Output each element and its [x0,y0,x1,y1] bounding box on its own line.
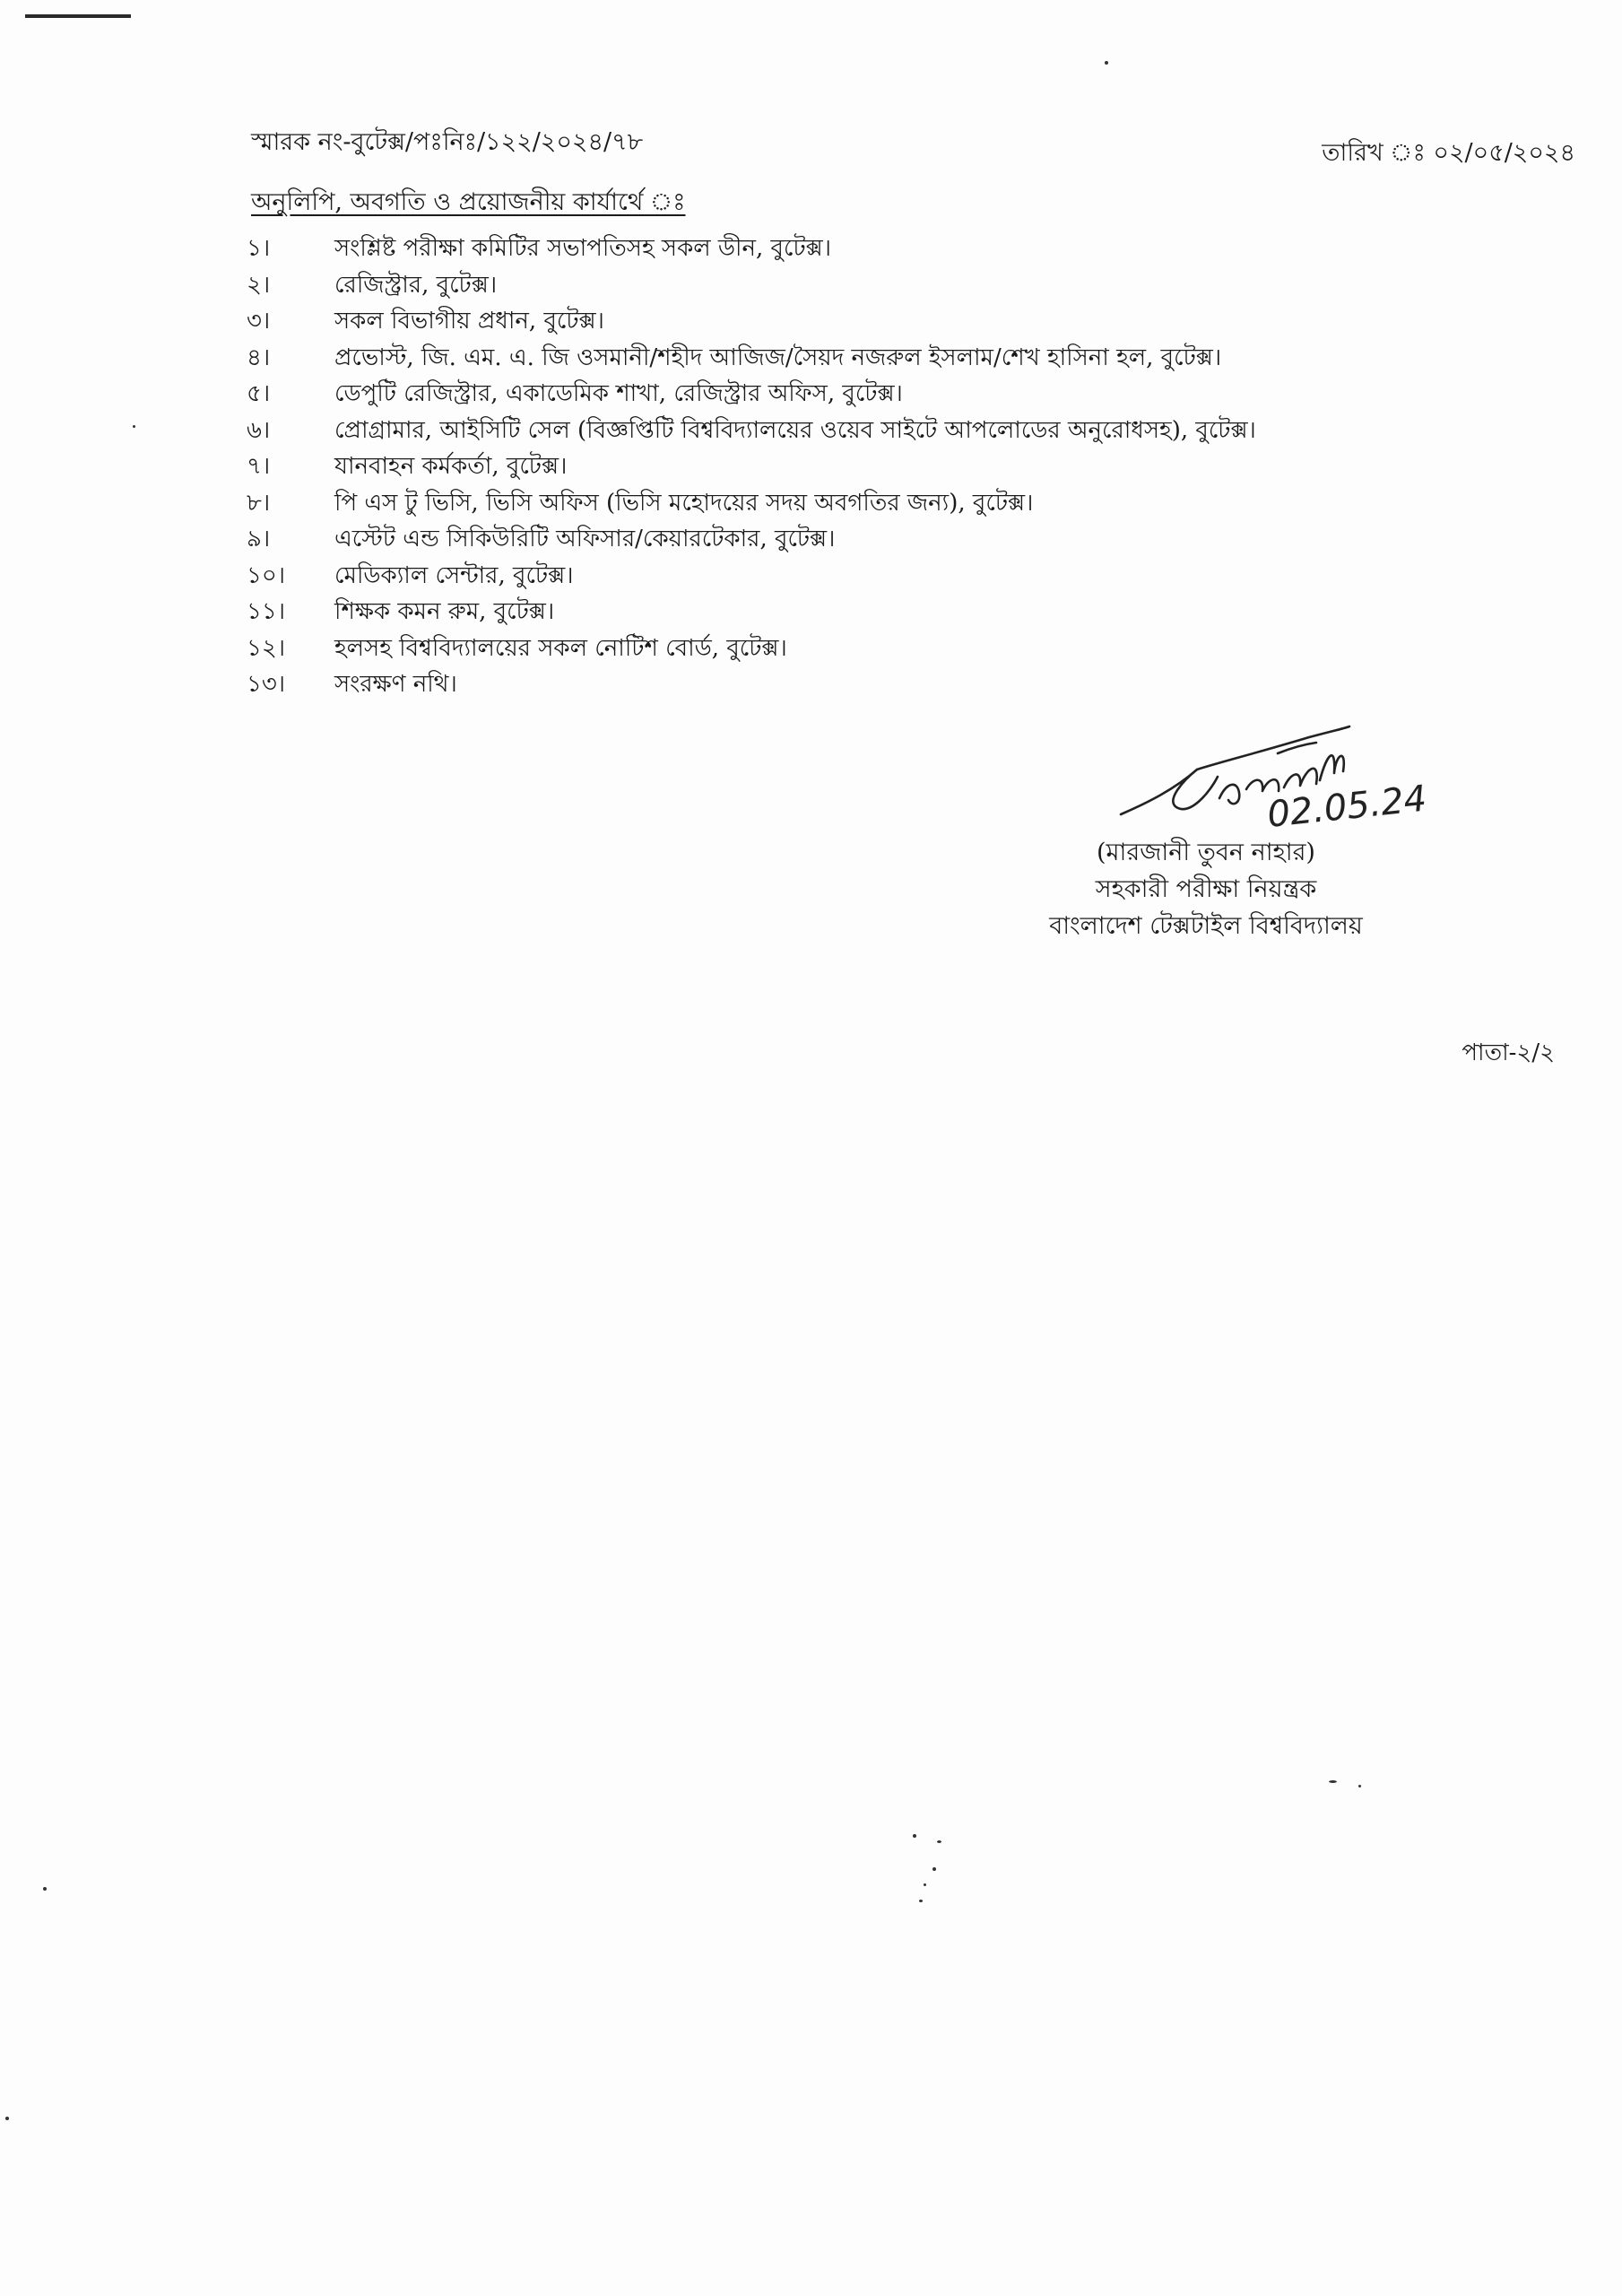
list-item-text: প্রোগ্রামার, আইসিটি সেল (বিজ্ঞপ্তিটি বিশ্ববিদ্যালয়ের ওয়েব সাইটে আপলোডের অনুরোধসহ), বুটেক্স। [334,416,1256,444]
list-item-number: ৯। [247,526,271,553]
list-item [247,595,1256,631]
list-item [247,268,1256,305]
list-item [247,559,1256,596]
signature-scribble-icon [1112,718,1435,839]
list-item-text: সংরক্ষণ নথি। [334,671,457,699]
list-item-number: ১। [247,235,271,263]
list-item-number: ৪। [247,344,271,371]
list-item-text: এস্টেট এন্ড সিকিউরিটি অফিসার/কেয়ারটেকার, বুটেক্স। [334,526,836,553]
list-item [247,413,1256,450]
list-item-text: প্রভোস্ট, জি. এম. এ. জি ওসমানী/শহীদ আজিজ/সৈয়দ নজরুল ইসলাম/শেখ হাসিনা হল, বুটেক্স। [334,344,1222,371]
signature-date: 02.05.24 [1265,778,1429,836]
scan-speck [1358,1785,1361,1787]
memo-date: তারিখ ঃ ০২/০৫/২০২৪ [1322,139,1575,167]
list-item-text: মেডিক্যাল সেন্টার, বুটেক্স। [334,561,574,589]
list-item [247,667,1256,704]
scan-speck [937,1840,941,1843]
list-item [247,631,1256,668]
signatory-name: (মারজানী তুবন নাহার) [1097,839,1315,866]
list-item [247,341,1256,378]
list-item [247,522,1256,559]
list-item-number: ৫। [247,380,271,408]
list-item-number: ১৩। [247,671,286,699]
copy-heading: অনুলিপি, অবগতি ও প্রয়োজনীয় কার্যার্থে ঃ [251,188,686,216]
scan-speck [919,1900,923,1902]
signature-block [1022,718,1444,951]
signatory-details [1022,834,1390,944]
list-item [247,486,1256,523]
list-item-number: ৩। [247,308,271,335]
list-item-text: পি এস টু ভিসি, ভিসি অফিস (ভিসি মহোদয়ের সদয় অবগতির জন্য), বুটেক্স। [334,489,1034,517]
scan-speck [43,1887,47,1891]
list-item-text: হলসহ বিশ্ববিদ্যালয়ের সকল নোটিশ বোর্ড, বুটেক্স। [334,634,787,662]
handwritten-signature [1112,718,1435,839]
memo-number: স্মারক নং-বুটেক্স/পঃনিঃ/১২২/২০২৪/৭৮ [251,128,644,156]
list-item-number: ৭। [247,453,271,481]
scan-speck [932,1867,936,1871]
list-item [247,449,1256,486]
signatory-institution: বাংলাদেশ টেক্সটাইল বিশ্ববিদ্যালয় [1049,912,1363,940]
list-item-text: ডেপুটি রেজিস্ট্রার, একাডেমিক শাখা, রেজিস্ট্রার অফিস, বুটেক্স। [334,380,903,408]
list-item [247,304,1256,341]
list-item-text: শিক্ষক কমন রুম, বুটেক্স। [334,598,555,626]
list-item-text: যানবাহন কর্মকর্তা, বুটেক্স। [334,453,568,481]
list-item [247,377,1256,413]
distribution-list [247,231,1256,704]
top-rule-divider [25,14,131,18]
scan-speck [913,1834,916,1838]
list-item-number: ১১। [247,598,286,626]
scan-speck [5,2117,9,2120]
list-item-number: ৮। [247,489,271,517]
scan-speck [1105,61,1108,65]
list-item-text: রেজিস্ট্রার, বুটেক্স। [334,271,498,299]
list-item-number: ২। [247,271,271,299]
scan-speck [133,425,135,428]
scan-speck [924,1883,926,1886]
list-item-text: সকল বিভাগীয় প্রধান, বুটেক্স। [334,308,604,335]
list-item-number: ৬। [247,416,271,444]
list-item [247,231,1256,268]
scan-speck [1329,1780,1337,1783]
signatory-designation: সহকারী পরীক্ষা নিয়ন্ত্রক [1095,875,1317,903]
page-number: পাতা-২/২ [1462,1039,1555,1066]
list-item-text: সংশ্লিষ্ট পরীক্ষা কমিটির সভাপতিসহ সকল ডীন, বুটেক্স। [334,235,832,263]
list-item-number: ১০। [247,561,286,589]
list-item-number: ১২। [247,634,286,662]
